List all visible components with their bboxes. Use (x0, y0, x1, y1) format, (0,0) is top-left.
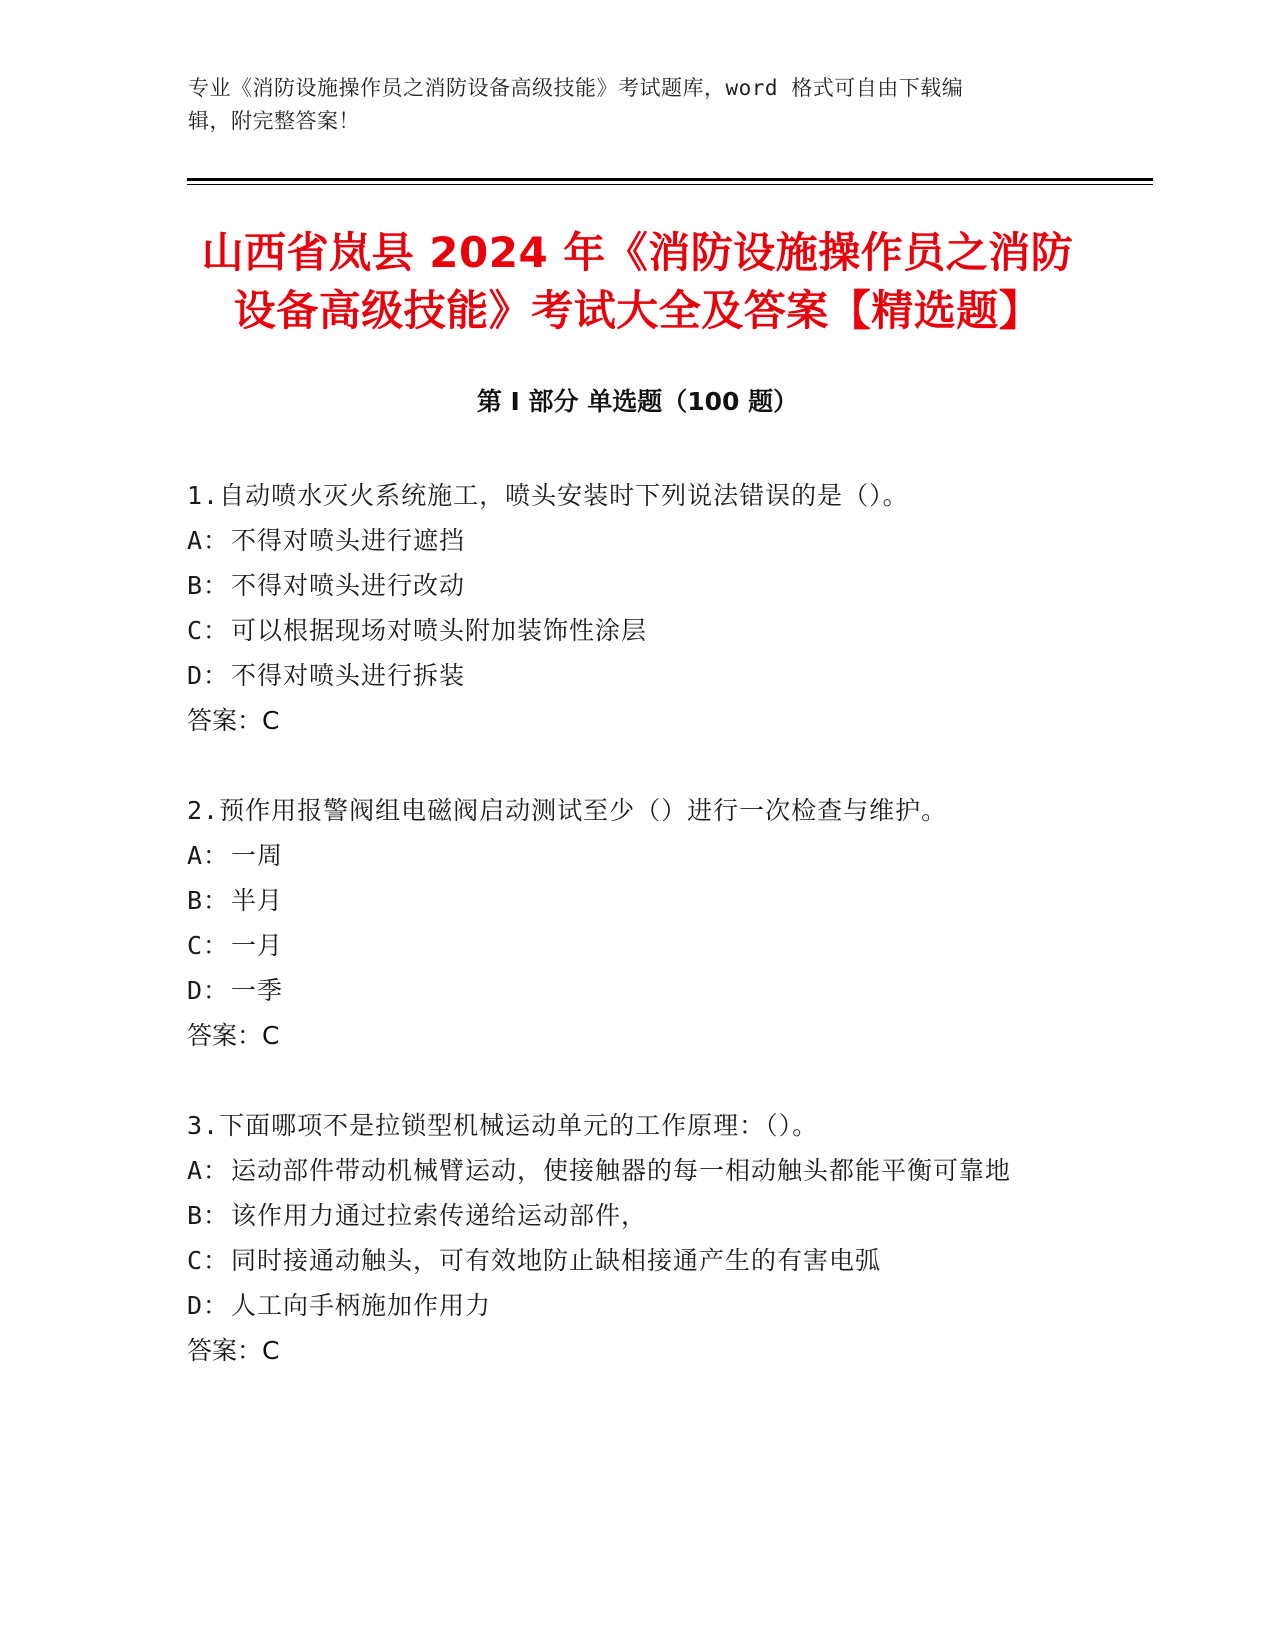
option-key: A： (187, 1156, 230, 1185)
option-a (187, 518, 1067, 563)
option-b (187, 878, 1067, 923)
option-c (187, 608, 1067, 653)
question-stem: 3.下面哪项不是拉锁型机械运动单元的工作原理：（）。 (187, 1111, 819, 1140)
header-note-line-1: 专业《消防设施操作员之消防设备高级技能》考试题库，word 格式可自由下载编 (188, 76, 964, 100)
option-text: 不得对喷头进行改动 (231, 571, 466, 600)
option-text: 不得对喷头进行遮挡 (231, 526, 466, 555)
option-text: 一季 (231, 976, 284, 1005)
option-key: D： (187, 1291, 230, 1320)
option-b (187, 563, 1067, 608)
answer-line: 答案：C (187, 1336, 280, 1365)
option-key: A： (187, 841, 230, 870)
answer-line: 答案：C (187, 706, 280, 735)
option-key: C： (187, 616, 230, 645)
option-a (187, 1148, 1067, 1193)
option-text: 一月 (231, 931, 284, 960)
header-note (188, 72, 1068, 138)
question-stem: 1.自动喷水灭火系统施工，喷头安装时下列说法错误的是（）。 (187, 481, 909, 510)
header-note-line-2: 辑，附完整答案！ (188, 109, 360, 133)
option-text: 一周 (231, 841, 284, 870)
option-key: D： (187, 661, 230, 690)
header-divider-thin (187, 184, 1153, 185)
question-item (187, 1103, 1067, 1373)
question-item (187, 788, 1067, 1058)
option-text: 运动部件带动机械臂运动，使接触器的每一相动触头都能平衡可靠地 (231, 1156, 1012, 1185)
option-key: C： (187, 1246, 230, 1275)
answer-line: 答案：C (187, 1021, 280, 1050)
option-key: D： (187, 976, 230, 1005)
document-title-line-1: 山西省岚县 2024 年《消防设施操作员之消防 (201, 228, 1074, 277)
option-key: B： (187, 886, 230, 915)
header-divider-thick (187, 178, 1153, 181)
option-a (187, 833, 1067, 878)
option-key: C： (187, 931, 230, 960)
option-text: 半月 (231, 886, 284, 915)
option-d (187, 968, 1067, 1013)
option-d (187, 653, 1067, 698)
question-stem: 2.预作用报警阀组电磁阀启动测试至少（）进行一次检查与维护。 (187, 796, 948, 825)
option-text: 不得对喷头进行拆装 (231, 661, 466, 690)
option-c (187, 1238, 1067, 1283)
option-key: B： (187, 571, 230, 600)
option-key: B： (187, 1201, 230, 1230)
option-key: A： (187, 526, 230, 555)
question-item (187, 473, 1067, 743)
section-heading: 第 I 部分 单选题（100 题） (476, 387, 799, 416)
option-c (187, 923, 1067, 968)
option-d (187, 1283, 1067, 1328)
option-text: 同时接通动触头，可有效地防止缺相接通产生的有害电弧 (231, 1246, 882, 1275)
option-text: 可以根据现场对喷头附加装饰性涂层 (231, 616, 648, 645)
option-text: 人工向手柄施加作用力 (231, 1291, 492, 1320)
question-list (187, 473, 1067, 1418)
option-b (187, 1193, 1067, 1238)
document-title-line-2: 设备高级技能》考试大全及答案【精选题】 (233, 286, 1042, 335)
document-title (150, 224, 1125, 340)
option-text: 该作用力通过拉索传递给运动部件， (231, 1201, 648, 1230)
